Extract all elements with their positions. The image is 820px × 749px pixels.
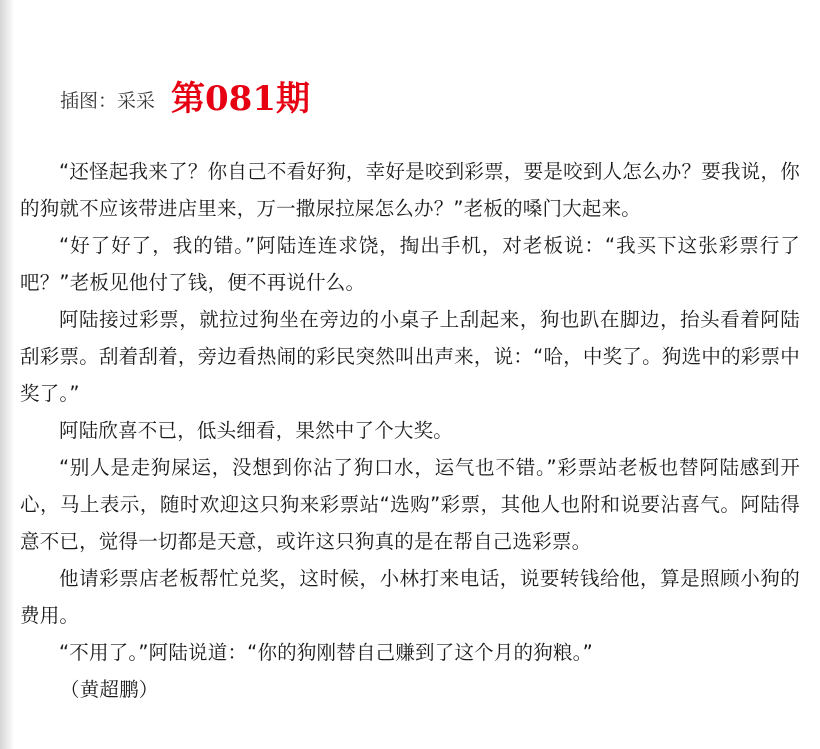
paragraph: “不用了。”阿陆说道：“你的狗刚替自己赚到了这个月的狗粮。” bbox=[59, 641, 593, 664]
issue-number-title: 第081期 bbox=[171, 79, 310, 119]
paragraph: “还怪起我来了？你自己不看好狗，幸好是咬到彩票，要是咬到人怎么办？要我说，你的狗就不应该带进店里来，万一撒尿拉屎怎么办？”老板的嗓门大起来。 bbox=[20, 160, 800, 220]
page-edge-shadow bbox=[0, 0, 14, 749]
article-body bbox=[20, 153, 800, 708]
paragraph: “别人是走狗屎运，没想到你沾了狗口水，运气也不错。”彩票站老板也替阿陆感到开心，马上表示，随时欢迎这只狗来彩票站“选购”彩票，其他人也附和说要沾喜气。阿陆得意不已，觉得一切都是天意，或许这只狗真的是在帮自己选彩票。 bbox=[20, 456, 800, 553]
paragraph: 阿陆接过彩票，就拉过狗坐在旁边的小桌子上刮起来，狗也趴在脚边，抬头看着阿陆刮彩票。刮着刮着，旁边看热闹的彩民突然叫出声来，说：“哈，中奖了。狗选中的彩票中奖了。” bbox=[20, 308, 800, 405]
paragraph: 阿陆欣喜不已，低头细看，果然中了个大奖。 bbox=[59, 419, 454, 442]
author-byline: （黄超鹏） bbox=[60, 678, 159, 701]
page-header bbox=[60, 74, 310, 124]
paragraph: 他请彩票店老板帮忙兑奖，这时候，小林打来电话，说要转钱给他，算是照顾小狗的费用。 bbox=[20, 567, 800, 627]
illustration-credit: 插图：采采 bbox=[60, 89, 156, 112]
paragraph: “好了好了，我的错。”阿陆连连求饶，掏出手机，对老板说：“我买下这张彩票行了吧？”老板见他付了钱，便不再说什么。 bbox=[20, 234, 800, 294]
